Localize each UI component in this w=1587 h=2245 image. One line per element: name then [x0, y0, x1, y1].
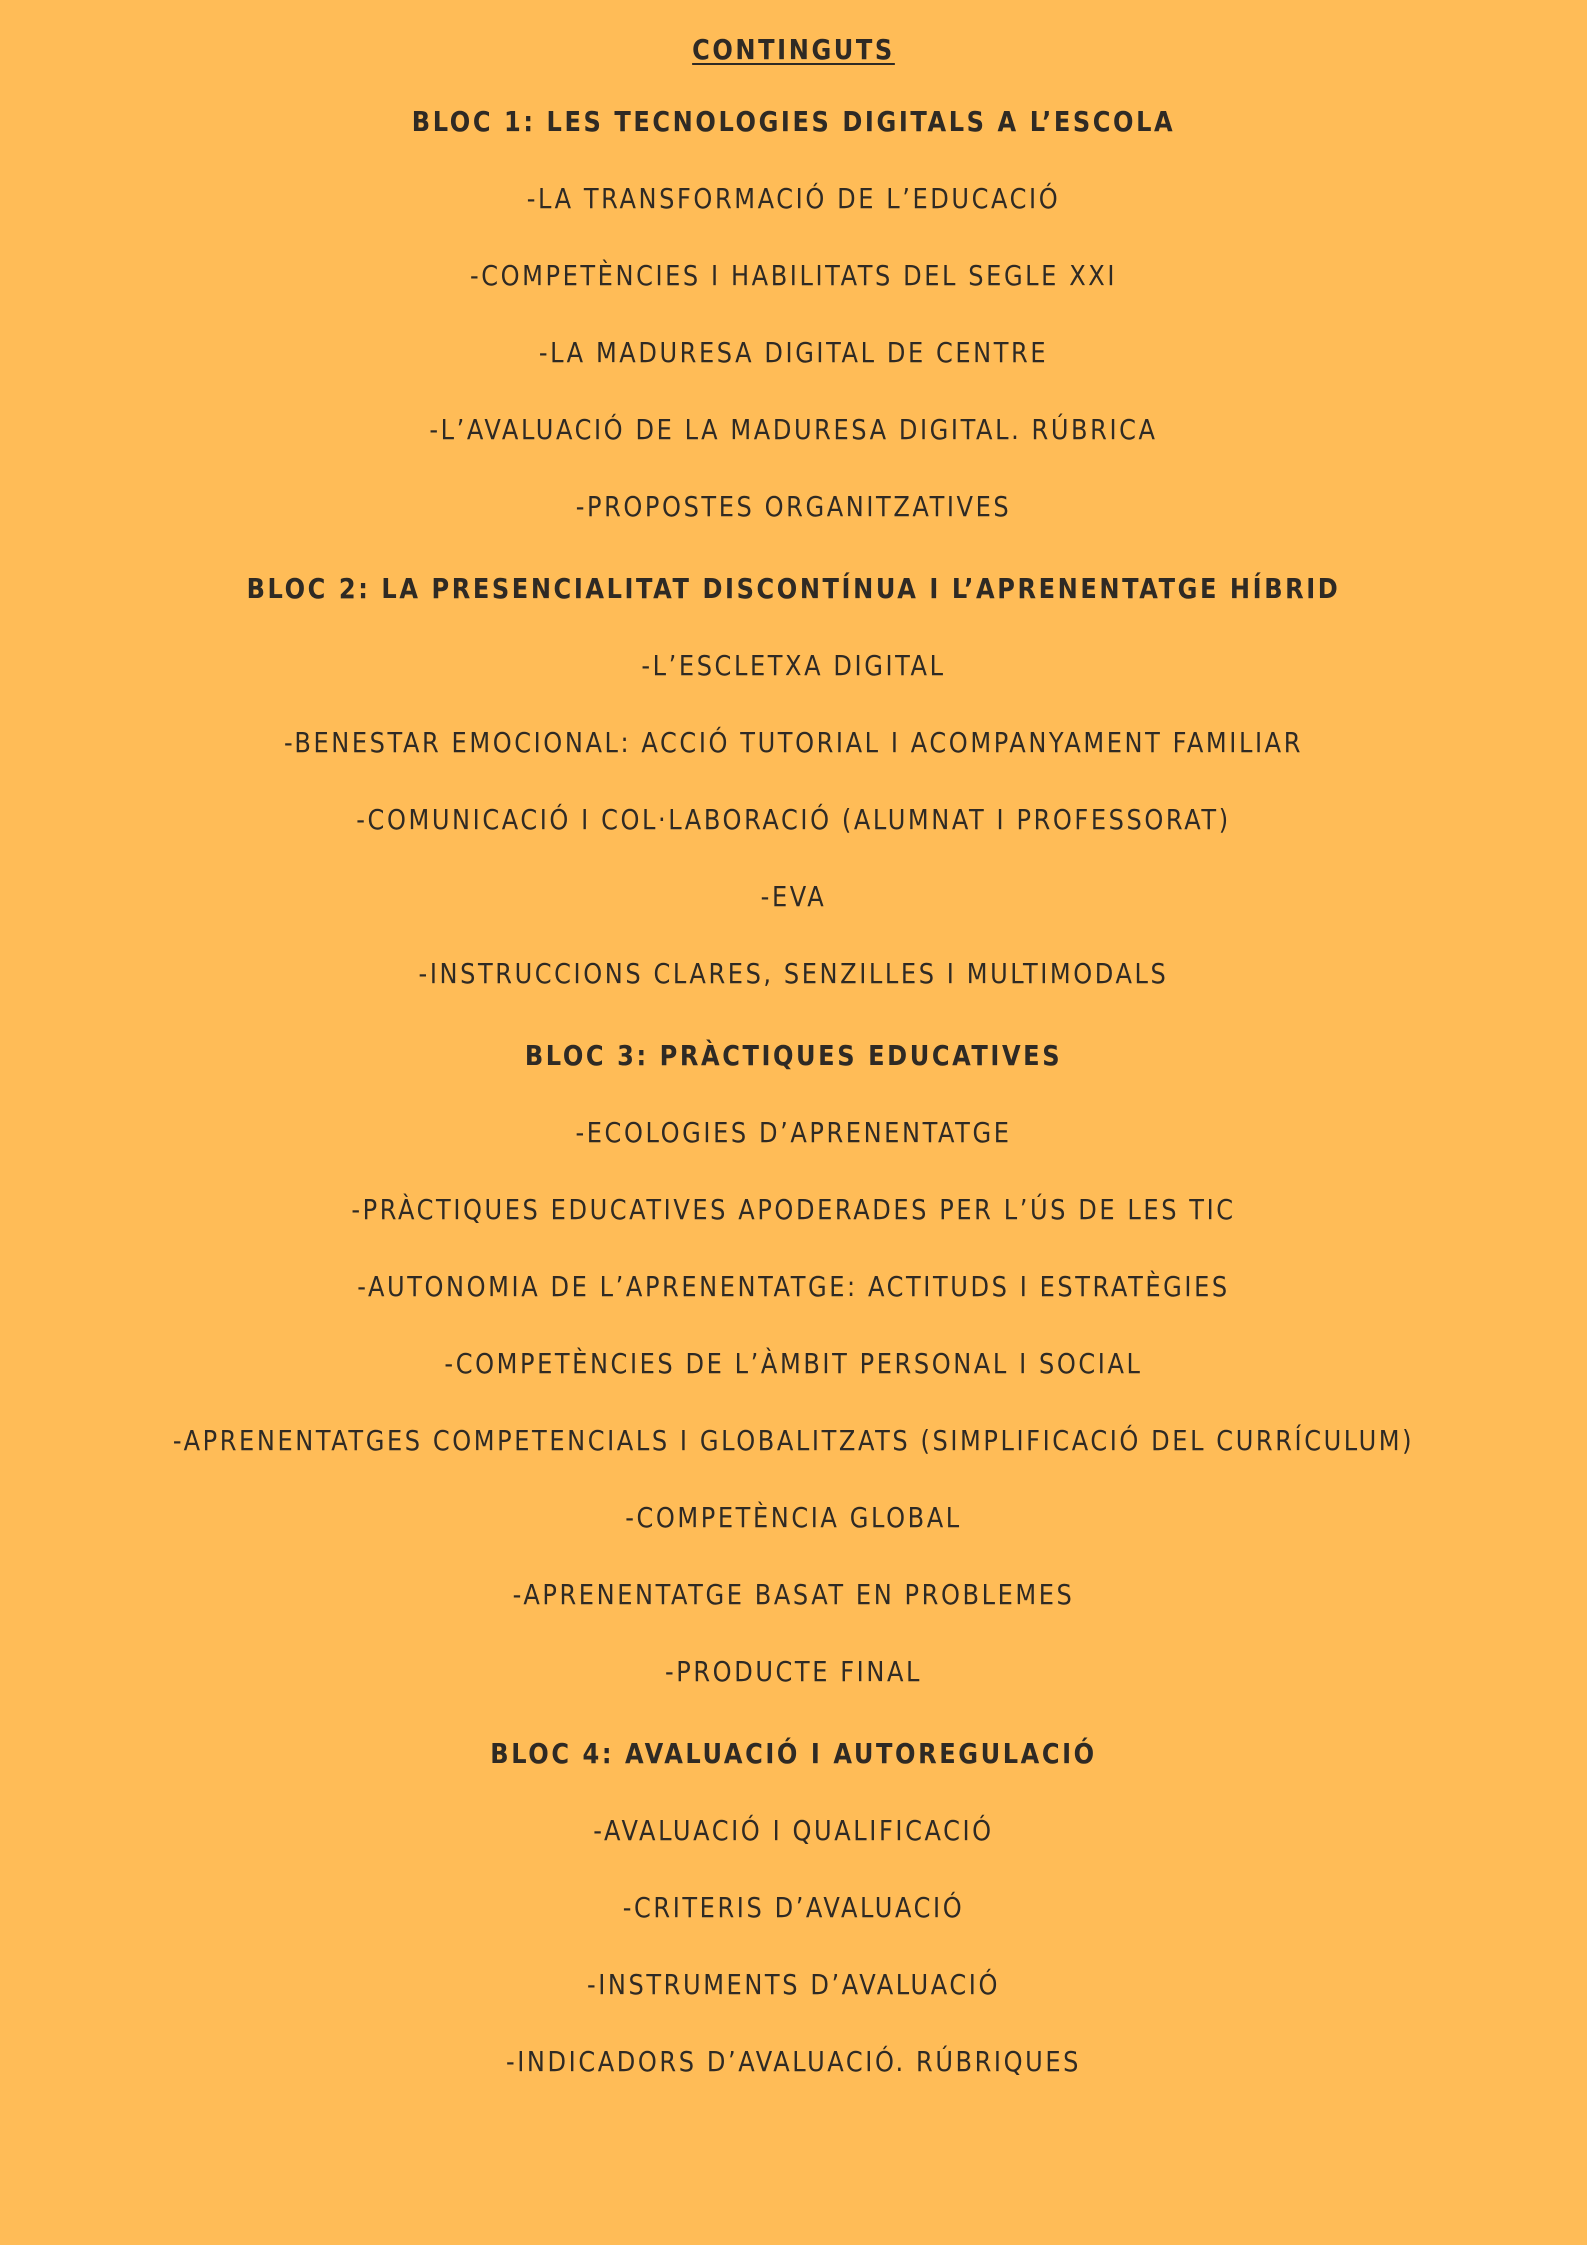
list-item: -INDICADORS D’AVALUACIÓ. RÚBRIQUES — [505, 2045, 1082, 2078]
list-item: -INSTRUMENTS D’AVALUACIÓ — [586, 1968, 1001, 2001]
list-item: -LA MADURESA DIGITAL DE CENTRE — [538, 336, 1049, 369]
list-item: -ECOLOGIES D’APRENENTATGE — [575, 1116, 1012, 1149]
list-item: -COMUNICACIÓ I COL·LABORACIÓ (ALUMNAT I PROFESSORAT) — [356, 803, 1231, 836]
list-item: -APRENENTATGES COMPETENCIALS I GLOBALITZATS (SIMPLIFICACIÓ DEL CURRÍCULUM) — [172, 1424, 1415, 1457]
list-item: -APRENENTATGE BASAT EN PROBLEMES — [512, 1578, 1075, 1611]
list-item: -L’ESCLETXA DIGITAL — [641, 649, 946, 682]
list-item: -AUTONOMIA DE L’APRENENTATGE: ACTITUDS I ESTRATÈGIES — [357, 1270, 1230, 1303]
bloc-4 — [0, 1732, 1587, 2084]
page-title: CONTINGUTS — [692, 33, 895, 66]
list-item: -BENESTAR EMOCIONAL: ACCIÓ TUTORIAL I ACOMPANYAMENT FAMILIAR — [283, 726, 1304, 759]
bloc-1 — [0, 100, 1587, 529]
list-item: -PROPOSTES ORGANITZATIVES — [575, 490, 1012, 523]
bloc-heading: BLOC 4: AVALUACIÓ I AUTOREGULACIÓ — [490, 1737, 1097, 1770]
bloc-items — [0, 1111, 1587, 1694]
bloc-items — [0, 644, 1587, 996]
list-item: -PRÀCTIQUES EDUCATIVES APODERADES PER L’ÚS DE LES TIC — [351, 1193, 1236, 1226]
bloc-heading: BLOC 1: LES TECNOLOGIES DIGITALS A L’ESCOLA — [411, 105, 1176, 138]
bloc-heading: BLOC 3: PRÀCTIQUES EDUCATIVES — [524, 1039, 1063, 1072]
list-item: -COMPETÈNCIES DE L’ÀMBIT PERSONAL I SOCIAL — [444, 1347, 1143, 1380]
bloc-items — [0, 1809, 1587, 2084]
list-item: -CRITERIS D’AVALUACIÓ — [622, 1891, 965, 1924]
list-item: -INSTRUCCIONS CLARES, SENZILLES I MULTIMODALS — [418, 957, 1169, 990]
list-item: -EVA — [760, 880, 827, 913]
bloc-3 — [0, 1034, 1587, 1694]
list-item: -LA TRANSFORMACIÓ DE L’EDUCACIÓ — [526, 182, 1061, 215]
list-item: -COMPETÈNCIA GLOBAL — [625, 1501, 962, 1534]
list-item: -PRODUCTE FINAL — [664, 1655, 923, 1688]
bloc-heading: BLOC 2: LA PRESENCIALITAT DISCONTÍNUA I L’APRENENTATGE HÍBRID — [246, 572, 1341, 605]
list-item: -L’AVALUACIÓ DE LA MADURESA DIGITAL. RÚBRICA — [429, 413, 1158, 446]
bloc-items — [0, 177, 1587, 529]
list-item: -COMPETÈNCIES I HABILITATS DEL SEGLE XXI — [469, 259, 1118, 292]
list-item: -AVALUACIÓ I QUALIFICACIÓ — [593, 1814, 994, 1847]
bloc-2 — [0, 567, 1587, 996]
